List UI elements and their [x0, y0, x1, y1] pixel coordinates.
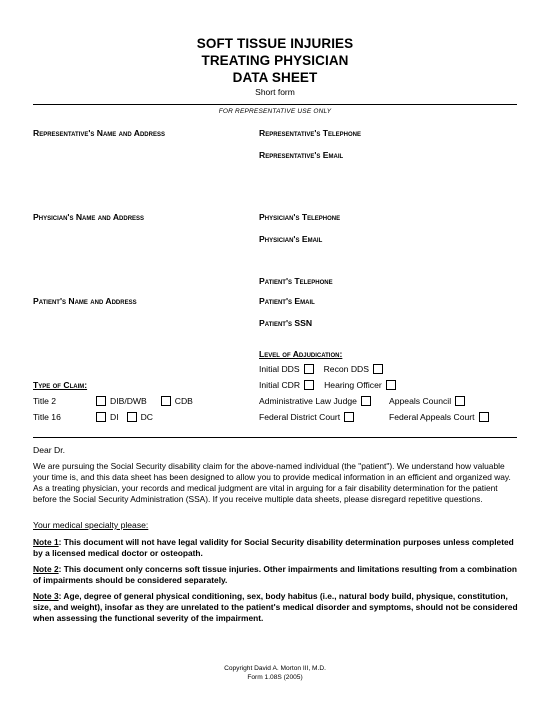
federal-appeals-label: Federal Appeals Court	[389, 412, 475, 422]
note-1-text: : This document will not have legal validity for Social Security disability determination purposes unless completed by a licensed medical doctor or osteopath.	[33, 537, 514, 558]
patient-name-address-label: Patient's Name and Address	[33, 296, 137, 306]
title-line-1: SOFT TISSUE INJURIES	[196, 36, 354, 51]
cdb-label: CDB	[174, 396, 193, 406]
phys-name-address-label: Physician's Name and Address	[33, 212, 145, 222]
federal-appeals-row	[389, 412, 489, 422]
phys-email-label: Physician's Email	[259, 234, 323, 244]
initial-cdr-label: Initial CDR	[259, 380, 301, 390]
note-1	[33, 537, 521, 559]
hearing-officer-checkbox[interactable]	[386, 380, 396, 390]
title16-options	[96, 412, 153, 422]
dc-checkbox[interactable]	[127, 412, 137, 422]
note-1-label: Note 1	[33, 537, 59, 547]
rep-telephone-label: Representative's Telephone	[259, 128, 362, 138]
initial-cdr-checkbox[interactable]	[304, 380, 314, 390]
appeals-council-row	[389, 396, 465, 406]
patient-email-label: Patient's Email	[259, 296, 315, 306]
alj-checkbox[interactable]	[361, 396, 371, 406]
di-checkbox[interactable]	[96, 412, 106, 422]
dc-label: DC	[140, 412, 154, 422]
initial-dds-checkbox[interactable]	[304, 364, 314, 374]
rep-use-label: FOR REPRESENTATIVE USE ONLY	[218, 108, 332, 115]
middle-rule	[33, 437, 517, 438]
claim-heading: Type of Claim:	[33, 380, 88, 390]
patient-ssn-label: Patient's SSN	[259, 318, 313, 328]
title-line-3: DATA SHEET	[232, 70, 318, 85]
phys-telephone-label: Physician's Telephone	[259, 212, 341, 222]
rep-email-label: Representative's Email	[259, 150, 344, 160]
note-3	[33, 591, 521, 624]
top-rule	[33, 104, 517, 105]
salutation: Dear Dr.	[33, 445, 65, 455]
initial-dds-label: Initial DDS	[259, 364, 300, 374]
footer-form-number: Form 1.08S (2005)	[247, 674, 303, 681]
specialty-prompt: Your medical specialty please:	[33, 520, 149, 530]
federal-district-row	[259, 412, 354, 422]
note-2-label: Note 2	[33, 564, 59, 574]
cdb-checkbox[interactable]	[161, 396, 171, 406]
letter-body: We are pursuing the Social Security disability claim for the above-named individual (the "patient"). We understand how valuable your time is, and this data sheet has been designed to allow you to provide medical information in an efficient and organized way. As a treating physician, your records and medical judgment are vital in arguing for a fair disability determination for the patient before the Social Security Administration (SSA). If you receive multiple data sheets, please disregard repetitive questions.	[33, 461, 511, 504]
federal-district-label: Federal District Court	[259, 412, 341, 422]
title-line-2: TREATING PHYSICIAN	[201, 53, 349, 68]
footer-copyright: Copyright David A. Morton III, M.D.	[224, 665, 326, 672]
recon-dds-checkbox[interactable]	[373, 364, 383, 374]
appeals-council-checkbox[interactable]	[455, 396, 465, 406]
patient-telephone-label: Patient's Telephone	[259, 276, 333, 286]
title2-label: Title 2	[33, 396, 57, 406]
federal-district-checkbox[interactable]	[344, 412, 354, 422]
adjudication-row-2	[259, 380, 396, 390]
adjudication-heading: Level of Adjudication:	[259, 349, 343, 359]
rep-name-address-label: Representative's Name and Address	[33, 128, 165, 138]
appeals-council-label: Appeals Council	[389, 396, 452, 406]
title2-options	[96, 396, 193, 406]
note-3-text: : Age, degree of general physical conditioning, sex, body habitus (i.e., natural body build, physique, constitution, size, and weight), insofar as they are unrelated to the patient's medical disorder and symptoms, should not be considered when assessing the functional severity of the impairment.	[33, 591, 518, 623]
title16-label: Title 16	[33, 412, 61, 422]
recon-dds-label: Recon DDS	[323, 364, 369, 374]
note-2-text: : This document only concerns soft tissue injuries. Other impairments and limitations resulting from a combination of impairments should be considered separately.	[33, 564, 517, 585]
federal-appeals-checkbox[interactable]	[479, 412, 489, 422]
note-3-label: Note 3	[33, 591, 59, 601]
alj-row	[259, 396, 371, 406]
subtitle: Short form	[255, 87, 295, 97]
adjudication-row-1	[259, 364, 383, 374]
dib-dwb-checkbox[interactable]	[96, 396, 106, 406]
dib-dwb-label: DIB/DWB	[110, 396, 147, 406]
hearing-officer-label: Hearing Officer	[324, 380, 382, 390]
note-2	[33, 564, 521, 586]
alj-label: Administrative Law Judge	[259, 396, 357, 406]
di-label: DI	[110, 412, 119, 422]
